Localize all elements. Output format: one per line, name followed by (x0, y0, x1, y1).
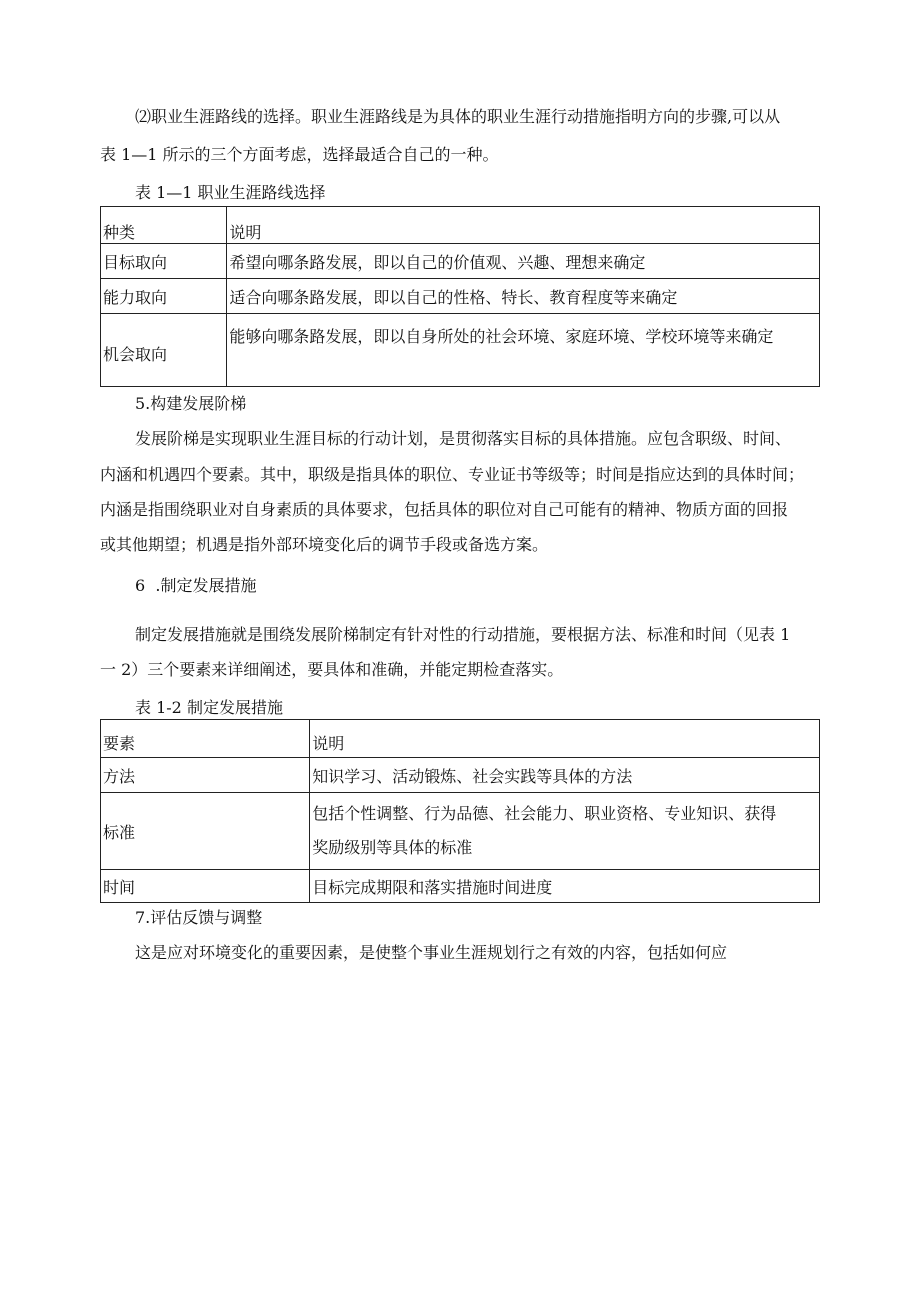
section-6-line-2: 一 2）三个要素来详细阐述，要具体和准确，并能定期检查落实。 (100, 660, 564, 679)
table-row (101, 244, 820, 279)
section-7-heading: 7.评估反馈与调整 (135, 908, 263, 927)
table-row (101, 758, 820, 793)
route-paragraph-line-1: ⑵职业生涯路线的选择。职业生涯路线是为具体的职业生涯行动措施指明方向的步骤,可以从 (135, 107, 781, 126)
table-row (101, 314, 820, 387)
section-5-line-2: 内涵和机遇四个要素。其中，职级是指具体的职位、专业证书等级等；时间是指应达到的具体时间； (100, 465, 805, 484)
row-description-line-1: 包括个性调整、行为品德、社会能力、职业资格、专业知识、获得 (312, 804, 777, 823)
table-header-row (101, 207, 820, 244)
section-5-heading: 5.构建发展阶梯 (135, 394, 247, 413)
row-element: 方法 (101, 758, 310, 793)
row-element: 时间 (101, 870, 310, 903)
row-type: 能力取向 (101, 279, 227, 314)
row-description: 适合向哪条路发展，即以自己的性格、特长、教育程度等来确定 (227, 279, 820, 314)
table-row (101, 793, 820, 870)
row-description-line-2: 奖励级别等具体的标准 (312, 838, 473, 857)
table-row (101, 870, 820, 903)
header-type: 种类 (101, 207, 227, 244)
row-element: 标准 (101, 793, 310, 870)
development-measures-table (100, 719, 820, 903)
section-6-heading: 6 .制定发展措施 (135, 576, 257, 595)
table-1-caption: 表 1—1 职业生涯路线选择 (135, 183, 326, 202)
career-route-table (100, 206, 820, 387)
row-description: 希望向哪条路发展，即以自己的价值观、兴趣、理想来确定 (227, 244, 820, 279)
table-header-row (101, 720, 820, 758)
row-description: 知识学习、活动锻炼、社会实践等具体的方法 (310, 758, 820, 793)
header-description: 说明 (227, 207, 820, 244)
row-type: 目标取向 (101, 244, 227, 279)
section-5-line-4: 或其他期望；机遇是指外部环境变化后的调节手段或备选方案。 (100, 535, 549, 554)
header-description: 说明 (310, 720, 820, 758)
table-2-caption: 表 1-2 制定发展措施 (135, 698, 283, 717)
section-5-line-3: 内涵是指围绕职业对自身素质的具体要求，包括具体的职位对自己可能有的精神、物质方面的回报 (100, 500, 789, 519)
row-description (310, 793, 820, 870)
row-description: 目标完成期限和落实措施时间进度 (310, 870, 820, 903)
row-type: 机会取向 (101, 314, 227, 387)
header-element: 要素 (101, 720, 310, 758)
section-6-line-1: 制定发展措施就是围绕发展阶梯制定有针对性的行动措施，要根据方法、标准和时间（见表 1 (135, 625, 791, 644)
table-row (101, 279, 820, 314)
section-7-line-1: 这是应对环境变化的重要因素，是使整个事业生涯规划行之有效的内容，包括如何应 (135, 943, 728, 962)
row-description: 能够向哪条路发展，即以自身所处的社会环境、家庭环境、学校环境等来确定 (227, 314, 820, 387)
route-paragraph-line-2: 表 1—1 所示的三个方面考虑，选择最适合自己的一种。 (100, 145, 499, 164)
section-5-line-1: 发展阶梯是实现职业生涯目标的行动计划，是贯彻落实目标的具体措施。应包含职级、时间、 (135, 429, 792, 448)
